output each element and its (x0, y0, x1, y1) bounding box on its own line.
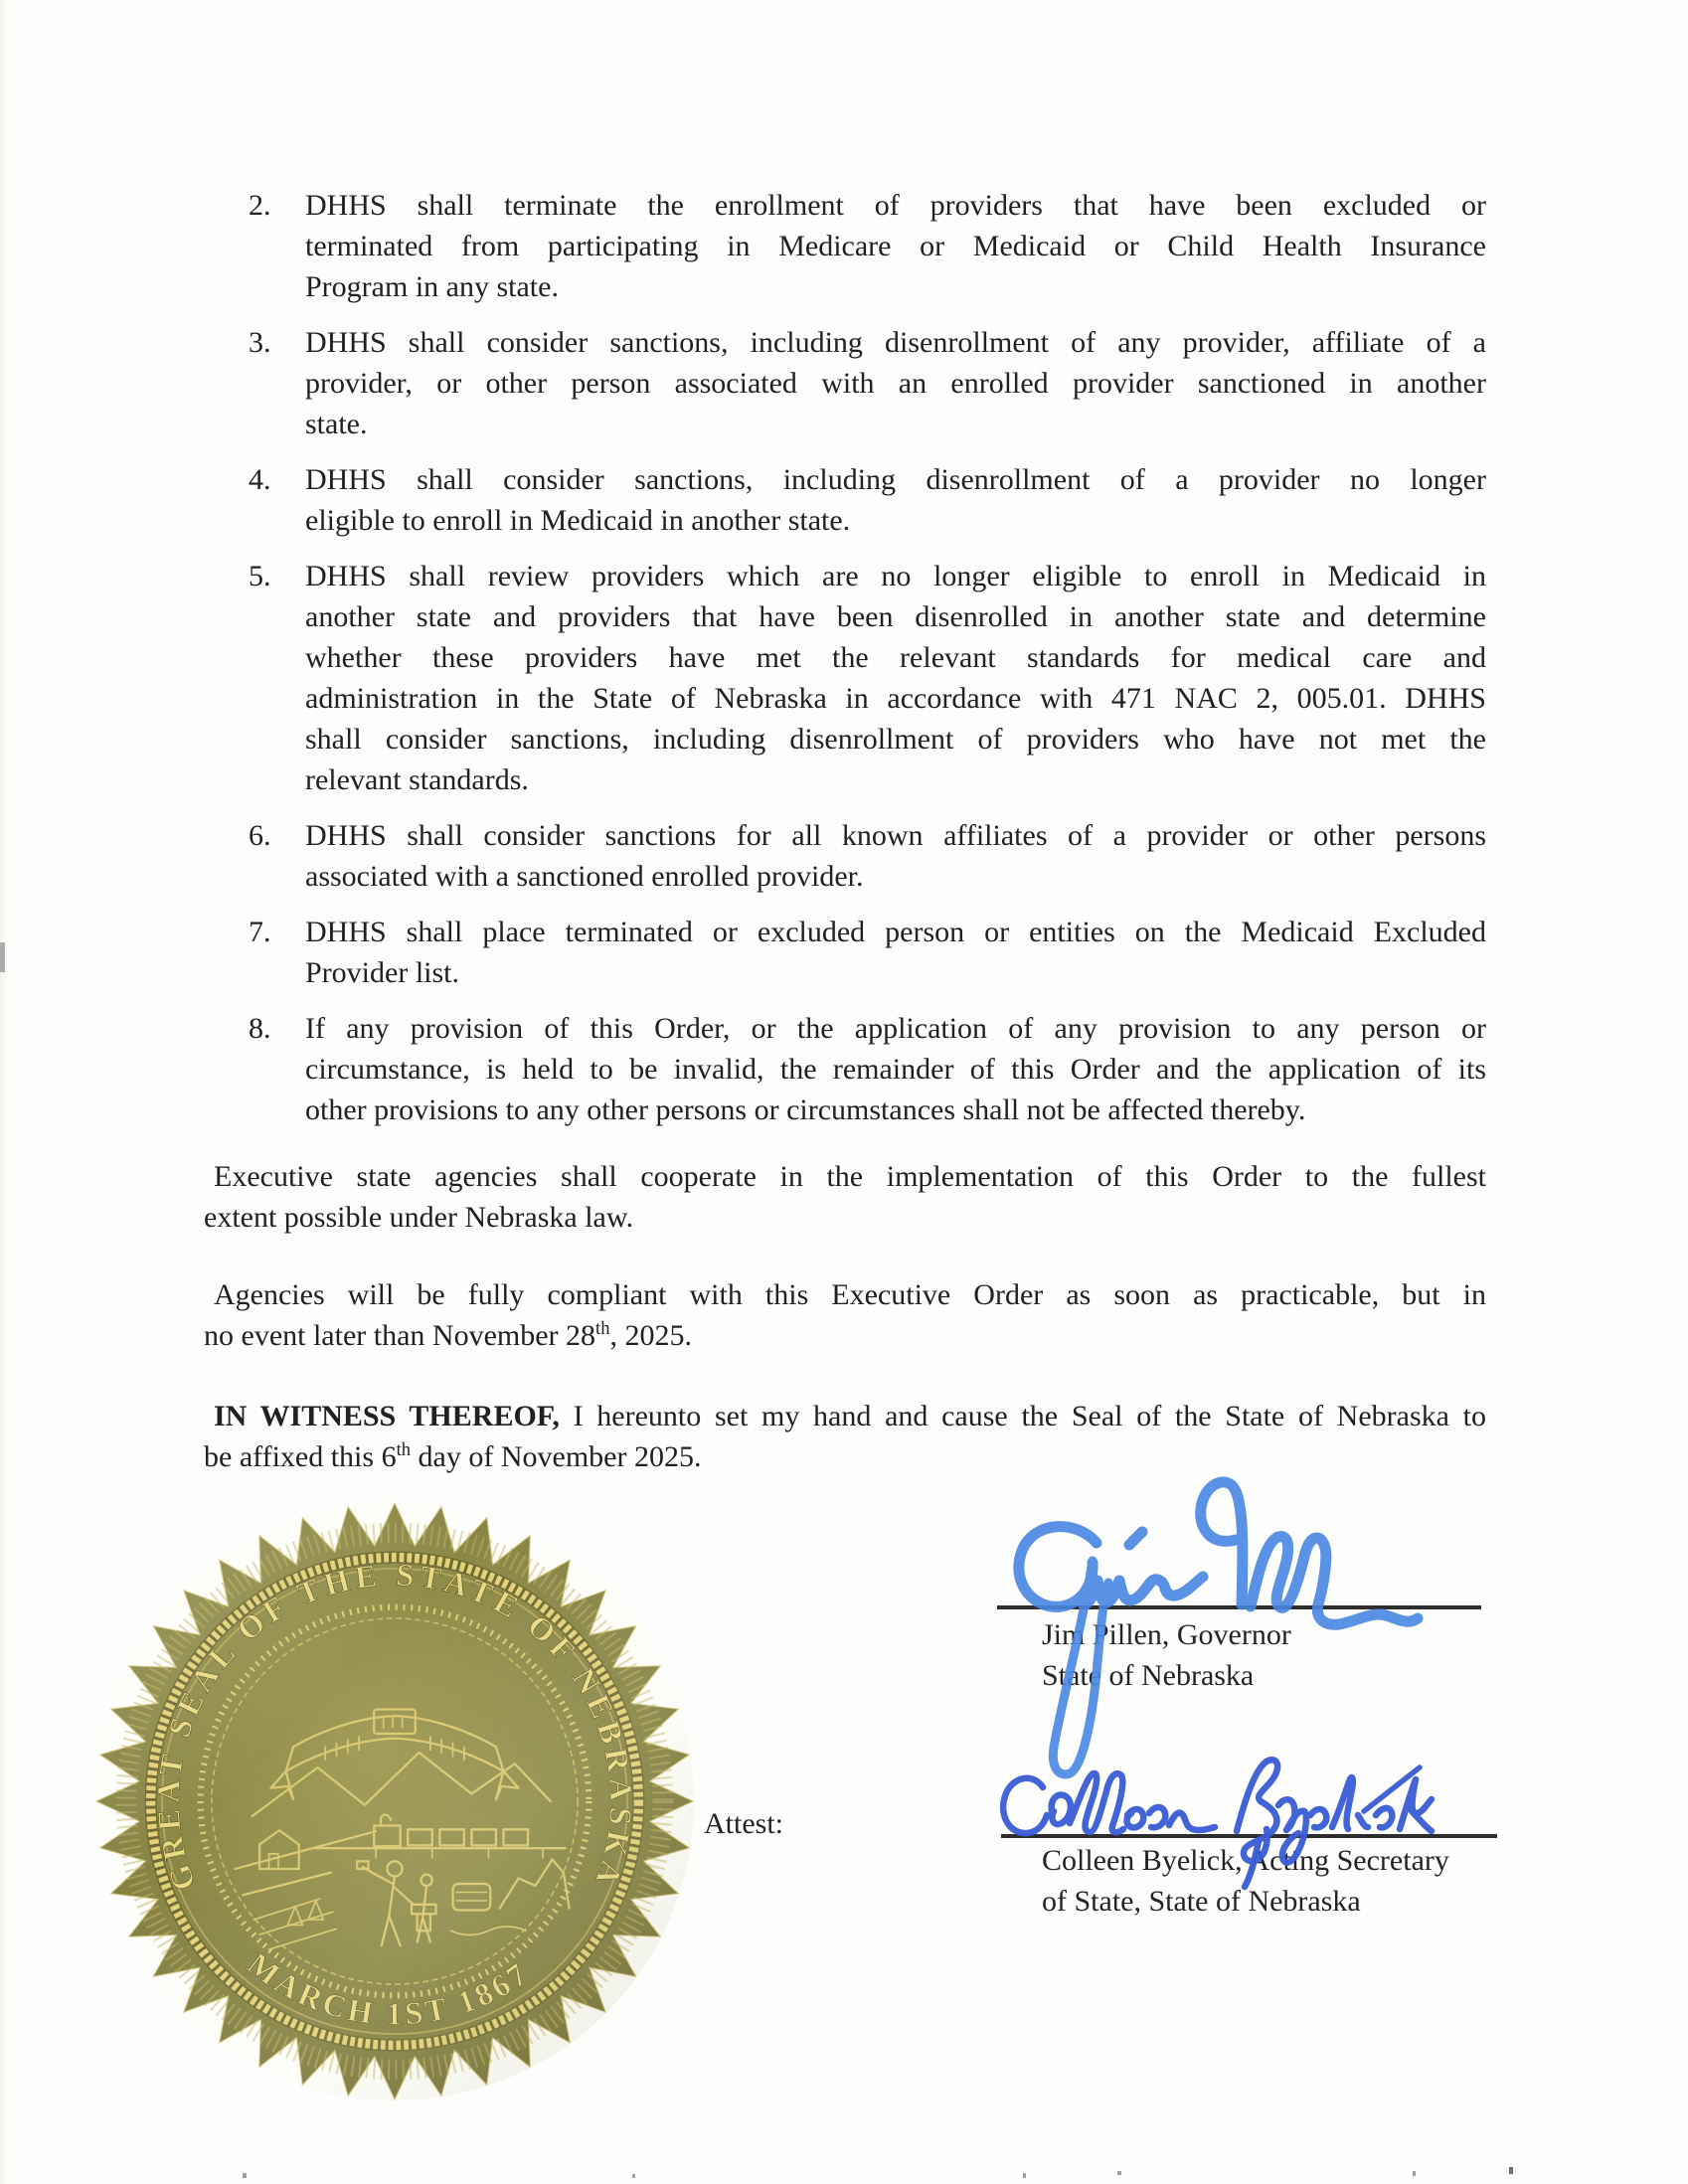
order-directive-item (204, 912, 1486, 993)
attest-label: Attest: (704, 1807, 783, 1840)
secretary-signature-line (1001, 1834, 1497, 1838)
text-line: Agencies will be fully compliant with this Executive Order as soon as practicable, but in (214, 1278, 1486, 1311)
text-line: another state and providers that have been disenrolled in another state and determine (305, 600, 1486, 633)
governor-org: State of Nebraska (1042, 1659, 1255, 1692)
directive-text (305, 1008, 1486, 1130)
state-seal-icon (94, 1501, 695, 2101)
directive-number: 2. (249, 189, 271, 222)
text-line: DHHS shall consider sanctions, including disenrollment of any provider, affiliate of a (305, 326, 1486, 359)
closing-paragraph-cooperation (204, 1156, 1486, 1238)
text-line: whether these providers have met the relevant standards for medical care and (305, 641, 1486, 674)
text-line: relevant standards. (305, 763, 529, 796)
scan-speck (1413, 2171, 1416, 2176)
text-line: administration in the State of Nebraska in accordance with 471 NAC 2, 005.01. DHHS (305, 682, 1486, 715)
directive-number: 7. (249, 916, 271, 948)
scan-edge-tint (0, 0, 9, 2184)
scan-speck (1509, 2167, 1513, 2174)
text-line: Executive state agencies shall cooperate in the implementation of this Order to the fullest (214, 1160, 1486, 1193)
scan-speck (1117, 2171, 1121, 2175)
nebraska-state-seal (94, 1501, 695, 2101)
closing-paragraph-compliance (204, 1274, 1486, 1356)
secretary-name: Colleen Byelick, Acting Secretary (1042, 1844, 1449, 1877)
directive-text (305, 556, 1486, 800)
directive-text (305, 322, 1486, 444)
governor-name-block (1042, 1614, 1291, 1696)
text-line: associated with a sanctioned enrolled provider. (305, 860, 864, 893)
directive-number: 4. (249, 463, 271, 496)
text-line: IN WITNESS THEREOF, I hereunto set my hand and cause the Seal of the State of Nebraska to (214, 1400, 1486, 1432)
order-directive-item (204, 185, 1486, 307)
order-directives-list (204, 185, 1486, 1130)
text-line: DHHS shall place terminated or excluded person or entities on the Medicaid Excluded (305, 916, 1486, 948)
scan-speck (1023, 2173, 1026, 2178)
directive-text (305, 459, 1486, 541)
scan-artifact-dash (0, 942, 5, 972)
directive-number: 8. (249, 1012, 271, 1045)
directive-text (305, 912, 1486, 993)
text-line: state. (305, 408, 368, 440)
scan-speck (243, 2173, 247, 2178)
text-line: DHHS shall terminate the enrollment of providers that have been excluded or (305, 189, 1486, 222)
governor-name: Jim Pillen, Governor (1042, 1618, 1291, 1651)
order-directive-item (204, 556, 1486, 800)
order-directive-item (204, 815, 1486, 897)
secretary-name-block (1042, 1840, 1449, 1922)
text-line: DHHS shall review providers which are no longer eligible to enroll in Medicaid in (305, 560, 1486, 592)
text-line: other provisions to any other persons or circumstances shall not be affected thereby. (305, 1093, 1306, 1126)
text-line: extent possible under Nebraska law. (204, 1201, 634, 1234)
text-line: If any provision of this Order, or the application of any provision to any person or (305, 1012, 1486, 1045)
text-line: provider, or other person associated with an enrolled provider sanctioned in another (305, 367, 1486, 400)
text-line: Provider list. (305, 956, 459, 989)
directive-number: 6. (249, 819, 271, 852)
text-line: shall consider sanctions, including disenrollment of providers who have not met the (305, 723, 1486, 756)
text-line: Program in any state. (305, 270, 559, 303)
document-body (204, 185, 1486, 1477)
text-line: terminated from participating in Medicare or Medicaid or Child Health Insurance (305, 230, 1486, 262)
closing-paragraph-witness (204, 1396, 1486, 1477)
directive-number: 5. (249, 560, 271, 592)
scan-speck (632, 2174, 635, 2178)
order-directive-item (204, 459, 1486, 541)
text-line: circumstance, is held to be invalid, the remainder of this Order and the application of its (305, 1053, 1486, 1086)
directive-number: 3. (249, 326, 271, 359)
text-line: no event later than November 28th, 2025. (204, 1318, 692, 1352)
text-line: eligible to enroll in Medicaid in another state. (305, 504, 851, 537)
directive-text (305, 185, 1486, 307)
secretary-org: of State, State of Nebraska (1042, 1885, 1361, 1918)
text-line: DHHS shall consider sanctions for all known affiliates of a provider or other persons (305, 819, 1486, 852)
text-line: be affixed this 6th day of November 2025. (204, 1439, 702, 1473)
order-directive-item (204, 1008, 1486, 1130)
governor-signature-line (997, 1605, 1481, 1609)
directive-text (305, 815, 1486, 897)
order-directive-item (204, 322, 1486, 444)
text-line: DHHS shall consider sanctions, including disenrollment of a provider no longer (305, 463, 1486, 496)
